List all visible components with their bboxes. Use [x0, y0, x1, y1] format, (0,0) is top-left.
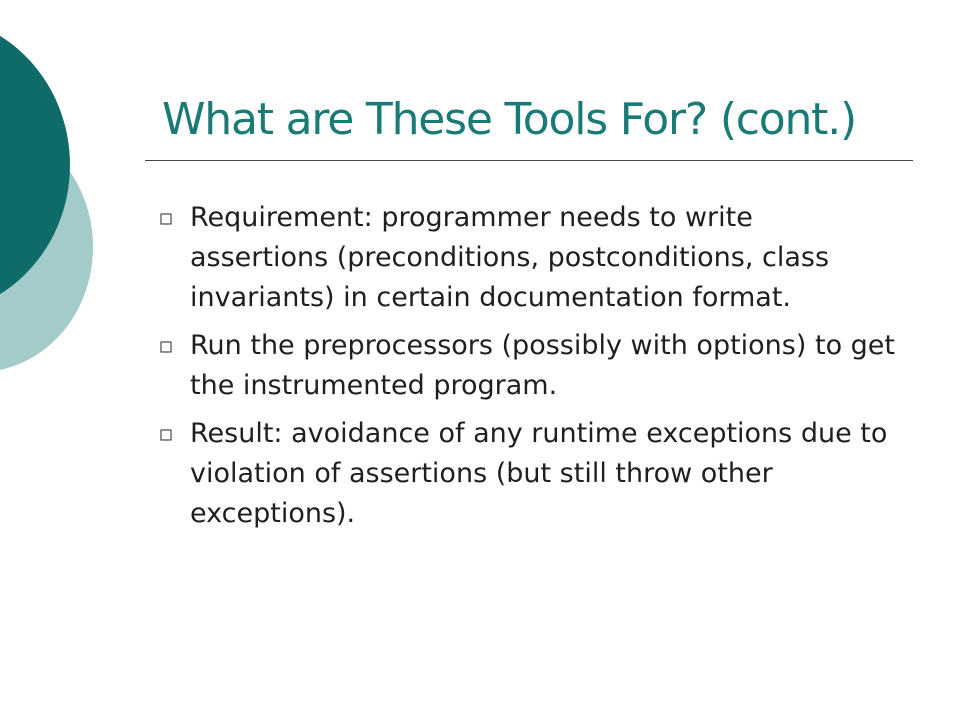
bullet-text: Result: avoidance of any runtime exceptions due to violation of assertions (but still throw other exceptions). — [190, 418, 888, 529]
bullet-text: Requirement: programmer needs to write assertions (preconditions, postconditions, class invariants) in certain documentation format. — [190, 202, 830, 313]
hollow-square-bullet-icon — [160, 429, 172, 441]
bullet-item — [150, 414, 895, 534]
hollow-square-bullet-icon — [160, 213, 172, 225]
bullet-list — [150, 198, 895, 542]
slide-title: What are These Tools For? (cont.) — [162, 94, 856, 145]
title-divider — [145, 160, 913, 161]
hollow-square-bullet-icon — [160, 341, 172, 353]
bullet-item — [150, 326, 895, 406]
bullet-item — [150, 198, 895, 318]
bullet-text: Run the preprocessors (possibly with options) to get the instrumented program. — [190, 330, 896, 401]
